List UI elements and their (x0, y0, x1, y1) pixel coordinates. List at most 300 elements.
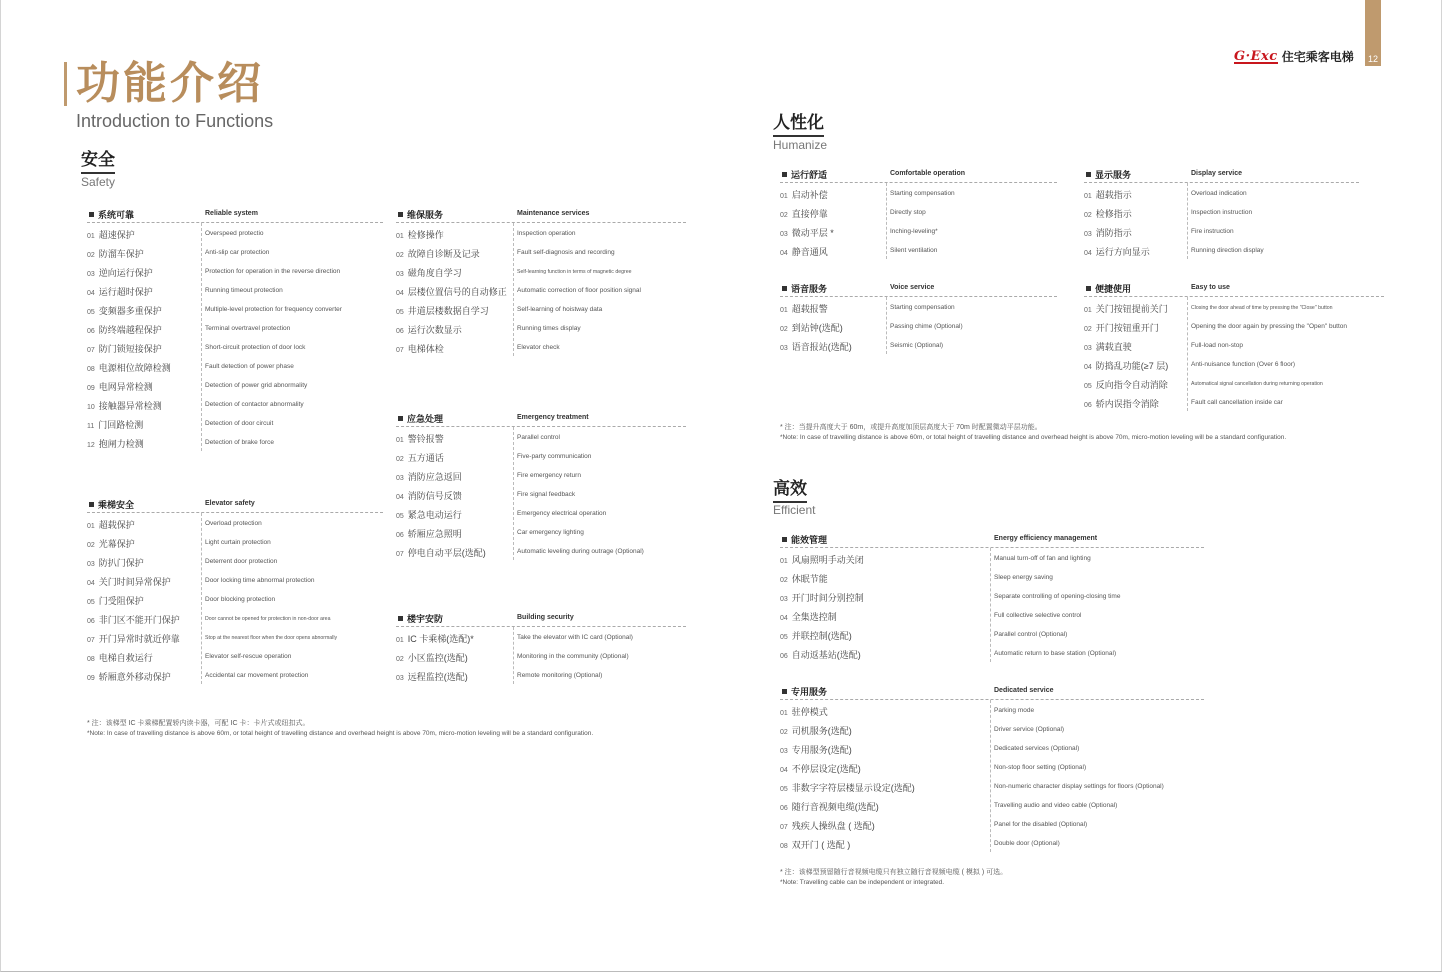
list-item (780, 336, 1057, 355)
item-text-cn: 不停层设定(选配) (791, 764, 861, 774)
item-number: 04 (396, 494, 404, 501)
block-easy-to-use (1084, 282, 1384, 412)
section-title-safety: 安全 (81, 150, 115, 174)
item-text-cn: 运行方向显示 (1095, 247, 1150, 257)
item-label-en: Automatic correction of floor position signal (517, 287, 641, 294)
item-text-cn: 井道层楼数据自学习 (407, 306, 489, 316)
item-label-cn (87, 323, 162, 336)
item-label-en: Full-load non-stop (1191, 342, 1244, 349)
item-label-cn (87, 418, 143, 431)
item-label-en: Travelling audio and video cable (Optional) (994, 802, 1118, 809)
block-title-cn: 能效管理 (782, 533, 827, 546)
list-item (1084, 298, 1384, 317)
item-label-en: Parallel control (Optional) (994, 631, 1068, 638)
item-label-en: Overload indication (1191, 190, 1247, 197)
item-label-en: Running times display (517, 325, 581, 332)
item-label-cn (87, 361, 171, 374)
item-label-en: Separate controlling of opening-closing time (994, 593, 1121, 600)
item-number: 01 (780, 193, 788, 200)
item-number: 03 (780, 596, 788, 603)
block-title-cn: 显示服务 (1086, 168, 1131, 181)
item-text-cn: 消防信号反馈 (407, 491, 462, 501)
block-title-en: Maintenance services (517, 210, 590, 217)
item-label-en: Seismic (Optional) (890, 342, 944, 349)
item-label-cn (87, 228, 135, 241)
item-number: 01 (1084, 193, 1092, 200)
item-number: 04 (780, 615, 788, 622)
item-label-en: Detection of contactor abnormality (205, 401, 304, 408)
item-text-cn: 紧急电动运行 (407, 510, 462, 520)
section-subtitle-safety: Safety (81, 175, 116, 189)
item-label-en: Accidental car movement protection (205, 672, 309, 679)
list-item (87, 395, 383, 414)
item-number: 02 (1084, 326, 1092, 333)
item-number: 01 (87, 233, 95, 240)
block-title-cn: 语音服务 (782, 282, 827, 295)
item-number: 01 (780, 307, 788, 314)
item-label-cn (780, 610, 837, 623)
item-label-cn (780, 207, 828, 220)
item-label-cn (1084, 378, 1168, 391)
list-item (87, 376, 383, 395)
item-label-en: Elevator check (517, 344, 560, 351)
list-item (780, 777, 1204, 796)
block-title-en: Comfortable operation (890, 170, 966, 177)
item-number: 01 (396, 437, 404, 444)
item-text-cn: 语音报站(选配) (791, 342, 852, 352)
item-number: 09 (87, 675, 95, 682)
item-number: 02 (396, 656, 404, 663)
item-text-cn: 直接停靠 (791, 209, 828, 219)
list-item (87, 571, 383, 590)
list-item (1084, 355, 1384, 374)
item-label-cn (396, 546, 486, 559)
item-label-en: Fault call cancellation inside car (1191, 399, 1283, 406)
item-text-cn: 五方通话 (407, 453, 444, 463)
item-number: 06 (396, 532, 404, 539)
list-item (780, 606, 1204, 625)
safety-note-en: *Note: In case of travelling distance is above 60m, or total height of travelling distance and overhead height is above 70m, micro-motion leveling will be a standard configuration. (87, 730, 594, 737)
item-label-cn (87, 556, 144, 569)
item-label-en: Running timeout protection (205, 287, 283, 294)
efficient-note (780, 868, 1007, 888)
item-label-en: Opening the door again by pressing the "Open" button (1191, 323, 1348, 330)
item-label-en: Full collective selective control (994, 612, 1082, 619)
item-label-en: Take the elevator with IC card (Optional) (517, 634, 633, 641)
item-text-cn: 随行音视频电缆(选配) (791, 802, 879, 812)
block-title-cn: 系统可靠 (89, 208, 134, 221)
list-item (87, 357, 383, 376)
item-text-cn: 消防应急返回 (407, 472, 462, 482)
item-label-en: Door blocking protection (205, 596, 276, 603)
list-item (396, 262, 686, 281)
item-label-en: Protection for operation in the reverse direction (205, 268, 341, 275)
item-number: 03 (396, 271, 404, 278)
item-text-cn: 超载指示 (1095, 190, 1132, 200)
item-label-en: Inching-leveling* (890, 228, 938, 235)
item-text-cn: 非门区不能开门保护 (98, 615, 180, 625)
item-number: 05 (1084, 383, 1092, 390)
item-number: 02 (87, 252, 95, 259)
item-number: 02 (1084, 212, 1092, 219)
item-label-en: Automatical signal cancellation during returning operation (1191, 381, 1323, 387)
humanize-note-en: *Note: In case of travelling distance is above 60m, or total height of travelling distance and overhead height is above 70m, micro-motion leveling will be a standard configuration. (780, 434, 1287, 441)
list-item (780, 625, 1204, 644)
item-label-cn (780, 743, 852, 756)
item-text-cn: 风扇照明手动关闭 (791, 555, 864, 565)
item-text-cn: 开门时间分别控制 (791, 593, 864, 603)
item-number: 06 (780, 653, 788, 660)
item-text-cn: 运行次数显示 (407, 325, 462, 335)
block-header (87, 498, 383, 513)
item-label-en: Monitoring in the community (Optional) (517, 653, 629, 660)
item-number: 07 (396, 347, 404, 354)
item-label-cn (396, 489, 462, 502)
item-text-cn: 非数字字符层楼显示设定(选配) (791, 783, 915, 793)
block-title-cn: 运行舒适 (782, 168, 827, 181)
item-label-cn (780, 340, 852, 353)
item-text-cn: 轿厢意外移动保护 (98, 672, 171, 682)
block-header (780, 168, 1057, 183)
item-number: 08 (87, 366, 95, 373)
item-label-en: Deterrent door protection (205, 558, 278, 565)
item-number: 04 (1084, 364, 1092, 371)
block-header (87, 208, 383, 223)
list-item (1084, 374, 1384, 393)
item-label-en: Light curtain protection (205, 539, 271, 546)
page-number: 12 (1367, 54, 1378, 64)
list-item (1084, 222, 1359, 241)
block-header (780, 533, 1204, 548)
list-item (396, 243, 686, 262)
list-item (87, 552, 383, 571)
item-number: 03 (396, 475, 404, 482)
list-item (780, 298, 1057, 317)
item-label-cn (1084, 302, 1168, 315)
list-item (87, 319, 383, 338)
item-text-cn: 防门锁短接保护 (98, 344, 162, 354)
item-label-cn (87, 518, 135, 531)
item-label-en: Self-learning of hoistway data (517, 306, 603, 313)
list-item (396, 319, 686, 338)
block-comfortable-operation (780, 168, 1057, 260)
item-number: 04 (780, 767, 788, 774)
item-label-cn (396, 432, 444, 445)
item-label-cn (87, 304, 162, 317)
item-number: 06 (87, 618, 95, 625)
brand-header (1234, 47, 1354, 65)
item-label-en: Passing chime (Optional) (890, 323, 963, 330)
item-number: 01 (396, 233, 404, 240)
item-label-en: Door locking time abnormal protection (205, 577, 315, 584)
section-subtitle-humanize: Humanize (773, 138, 828, 152)
item-label-cn (396, 247, 480, 260)
list-item (87, 609, 383, 628)
item-text-cn: 并联控制(选配) (791, 631, 852, 641)
item-label-cn (87, 613, 180, 626)
block-header (780, 685, 1204, 700)
list-item (87, 414, 383, 433)
item-label-cn (780, 819, 875, 832)
list-item (396, 428, 686, 447)
list-item (780, 184, 1057, 203)
item-text-cn: 防扒门保护 (98, 558, 144, 568)
title-accent-bar (64, 62, 67, 106)
block-display-service (1084, 168, 1359, 260)
item-number: 07 (396, 551, 404, 558)
item-label-en: Anti-nuisance function (Over 6 floor) (1191, 361, 1296, 368)
list-item (87, 262, 383, 281)
item-label-en: Starting compensation (890, 190, 955, 197)
item-label-en: Terminal overtravel protection (205, 325, 291, 332)
item-label-cn (780, 591, 864, 604)
item-text-cn: 电梯体检 (407, 344, 444, 354)
item-label-cn (1084, 207, 1132, 220)
block-title-cn: 专用服务 (782, 685, 827, 698)
block-header (396, 208, 686, 223)
item-number: 08 (780, 843, 788, 850)
item-label-cn (87, 594, 144, 607)
item-label-en: Automatic return to base station (Optional) (994, 650, 1117, 657)
item-text-cn: 运行超时保护 (98, 287, 153, 297)
item-text-cn: IC 卡乘梯(选配)* (407, 634, 474, 644)
item-number: 06 (1084, 402, 1092, 409)
item-number: 02 (780, 212, 788, 219)
item-label-cn (396, 670, 468, 683)
item-text-cn: 防捣乱功能(≥7 层) (1095, 361, 1169, 371)
item-text-cn: 电网异常检测 (98, 382, 153, 392)
item-label-cn (87, 651, 153, 664)
item-label-cn (1084, 245, 1150, 258)
item-number: 05 (87, 309, 95, 316)
item-label-en: Overspeed protectio (205, 230, 264, 237)
item-label-cn (396, 651, 468, 664)
item-text-cn: 残疾人操纵盘 ( 选配) (791, 821, 875, 831)
item-label-cn (780, 321, 843, 334)
item-label-cn (396, 508, 462, 521)
list-item (780, 834, 1204, 853)
list-item (87, 338, 383, 357)
list-item (780, 815, 1204, 834)
list-item (780, 701, 1204, 720)
item-label-cn (396, 304, 489, 317)
list-item (87, 514, 383, 533)
item-label-en: Detection of door circuit (205, 420, 274, 427)
humanize-note (780, 423, 1286, 443)
gexc-logo: G·Exc (1234, 48, 1278, 64)
item-number: 06 (780, 805, 788, 812)
item-label-cn (396, 470, 462, 483)
block-dedicated-service (780, 685, 1204, 853)
list-item (87, 628, 383, 647)
list-item (396, 666, 686, 685)
list-item (780, 796, 1204, 815)
item-text-cn: 微动平层 * (791, 228, 834, 238)
item-text-cn: 开门按钮重开门 (1095, 323, 1159, 333)
item-label-cn (396, 632, 474, 645)
block-title-cn: 应急处理 (398, 412, 443, 425)
list-item (780, 758, 1204, 777)
list-item (87, 647, 383, 666)
brand-name: 住宅乘客电梯 (1281, 49, 1354, 64)
item-text-cn: 专用服务(选配) (791, 745, 852, 755)
item-number: 07 (87, 347, 95, 354)
list-item (87, 281, 383, 300)
item-number: 03 (780, 345, 788, 352)
item-label-cn (1084, 340, 1132, 353)
block-elevator-safety (87, 498, 383, 685)
item-number: 03 (87, 561, 95, 568)
list-item (396, 647, 686, 666)
block-maintenance-services (396, 208, 686, 357)
item-number: 11 (87, 423, 95, 430)
block-header (780, 282, 1057, 297)
list-item (396, 447, 686, 466)
item-label-cn (780, 226, 834, 239)
item-number: 05 (780, 786, 788, 793)
item-label-en: Non-stop floor setting (Optional) (994, 764, 1087, 771)
item-text-cn: 光幕保护 (98, 539, 135, 549)
item-label-cn (87, 632, 180, 645)
item-label-en: Emergency electrical operation (517, 510, 607, 517)
item-label-cn (1084, 397, 1159, 410)
item-text-cn: 到站钟(选配) (791, 323, 843, 333)
item-number: 04 (1084, 250, 1092, 257)
item-label-cn (87, 399, 162, 412)
list-item (1084, 336, 1384, 355)
item-label-cn (396, 285, 507, 298)
list-item (780, 720, 1204, 739)
list-item (1084, 393, 1384, 412)
item-number: 02 (87, 542, 95, 549)
item-text-cn: 反向指令自动消除 (1095, 380, 1168, 390)
item-label-cn (87, 266, 153, 279)
list-item (87, 300, 383, 319)
item-number: 06 (87, 328, 95, 335)
list-item (396, 485, 686, 504)
section-title-efficient: 高效 (773, 479, 807, 503)
item-label-en: Closing the door ahead of time by pressing the "Close" button (1191, 305, 1333, 311)
item-label-cn (780, 762, 861, 775)
humanize-note-cn: * 注：当提升高度大于 60m，或提升高度加顶层高度大于 70m 时配置微动平层功能。 (780, 424, 1042, 431)
list-item (87, 224, 383, 243)
item-number: 01 (780, 710, 788, 717)
list-item (1084, 184, 1359, 203)
item-text-cn: 启动补偿 (791, 190, 828, 200)
item-label-cn (87, 342, 162, 355)
item-label-cn (780, 781, 915, 794)
item-label-en: Remote monitoring (Optional) (517, 672, 603, 679)
item-text-cn: 防终端越程保护 (98, 325, 162, 335)
page-title: 功能介绍 (76, 59, 264, 108)
item-label-cn (1084, 321, 1159, 334)
list-item (396, 466, 686, 485)
item-number: 05 (396, 309, 404, 316)
item-label-en: Panel for the disabled (Optional) (994, 821, 1088, 828)
item-text-cn: 关门时间异常保护 (98, 577, 171, 587)
item-label-cn (396, 266, 462, 279)
item-text-cn: 门回路检测 (98, 420, 144, 430)
block-title-en: Easy to use (1191, 284, 1230, 291)
list-item (87, 243, 383, 262)
page-subtitle: Introduction to Functions (76, 111, 274, 131)
item-number: 04 (780, 250, 788, 257)
item-label-cn (87, 575, 171, 588)
block-header (396, 412, 686, 427)
section-subtitle-efficient: Efficient (773, 503, 816, 517)
item-label-en: Inspection instruction (1191, 209, 1253, 216)
safety-note (87, 719, 593, 739)
item-label-en: Non-numeric character display settings for floors (Optional) (994, 783, 1164, 790)
item-number: 02 (780, 577, 788, 584)
item-text-cn: 超速保护 (98, 230, 135, 240)
item-number: 03 (1084, 231, 1092, 238)
block-title-en: Dedicated service (994, 687, 1054, 694)
block-title-en: Display service (1191, 170, 1242, 177)
item-label-en: Car emergency lighting (517, 529, 584, 536)
item-label-en: Fault detection of power phase (205, 363, 294, 370)
item-label-cn (1084, 188, 1132, 201)
item-label-cn (780, 245, 828, 258)
section-title-humanize: 人性化 (773, 113, 824, 137)
item-number: 01 (780, 558, 788, 565)
item-number: 07 (780, 824, 788, 831)
item-text-cn: 抱闸力检测 (98, 439, 144, 449)
list-item (87, 433, 383, 452)
block-header (1084, 282, 1384, 297)
item-text-cn: 故障自诊断及记录 (407, 249, 480, 259)
item-label-cn (780, 629, 852, 642)
item-label-cn (396, 527, 462, 540)
item-text-cn: 变频器多重保护 (98, 306, 162, 316)
item-label-en: Parallel control (517, 434, 560, 441)
item-text-cn: 超载报警 (791, 304, 828, 314)
item-number: 07 (87, 637, 95, 644)
item-text-cn: 休眠节能 (791, 574, 828, 584)
item-label-en: Silent ventilation (890, 247, 938, 254)
item-label-cn (780, 648, 861, 661)
list-item (396, 300, 686, 319)
item-label-en: Parking mode (994, 707, 1035, 714)
item-number: 04 (396, 290, 404, 297)
item-text-cn: 双开门 ( 选配 ) (791, 840, 851, 850)
block-title-en: Emergency treatment (517, 414, 589, 421)
item-number: 02 (396, 456, 404, 463)
item-text-cn: 自动返基站(选配) (791, 650, 861, 660)
list-item (396, 281, 686, 300)
item-text-cn: 远程监控(选配) (407, 672, 468, 682)
item-text-cn: 警铃报警 (407, 434, 444, 444)
safety-note-cn: * 注：该梯型 IC 卡乘梯配置轿内读卡器，可配 IC 卡：卡片式或纽扣式。 (87, 720, 310, 727)
item-label-en: Starting compensation (890, 304, 955, 311)
item-label-cn (87, 537, 135, 550)
item-number: 05 (396, 513, 404, 520)
item-text-cn: 防溜车保护 (98, 249, 144, 259)
item-text-cn: 检修操作 (407, 230, 444, 240)
block-title-cn: 乘梯安全 (89, 498, 134, 511)
item-number: 08 (87, 656, 95, 663)
item-label-en: Fire emergency return (517, 472, 581, 479)
item-label-cn (780, 302, 828, 315)
block-title-en: Voice service (890, 284, 935, 291)
block-title-en: Reliable system (205, 210, 258, 217)
item-label-en: Elevator self-rescue operation (205, 653, 292, 660)
item-text-cn: 驻停模式 (791, 707, 828, 717)
block-energy-efficiency (780, 533, 1204, 663)
block-header (1084, 168, 1359, 183)
item-text-cn: 司机服务(选配) (791, 726, 852, 736)
block-voice-service (780, 282, 1057, 355)
